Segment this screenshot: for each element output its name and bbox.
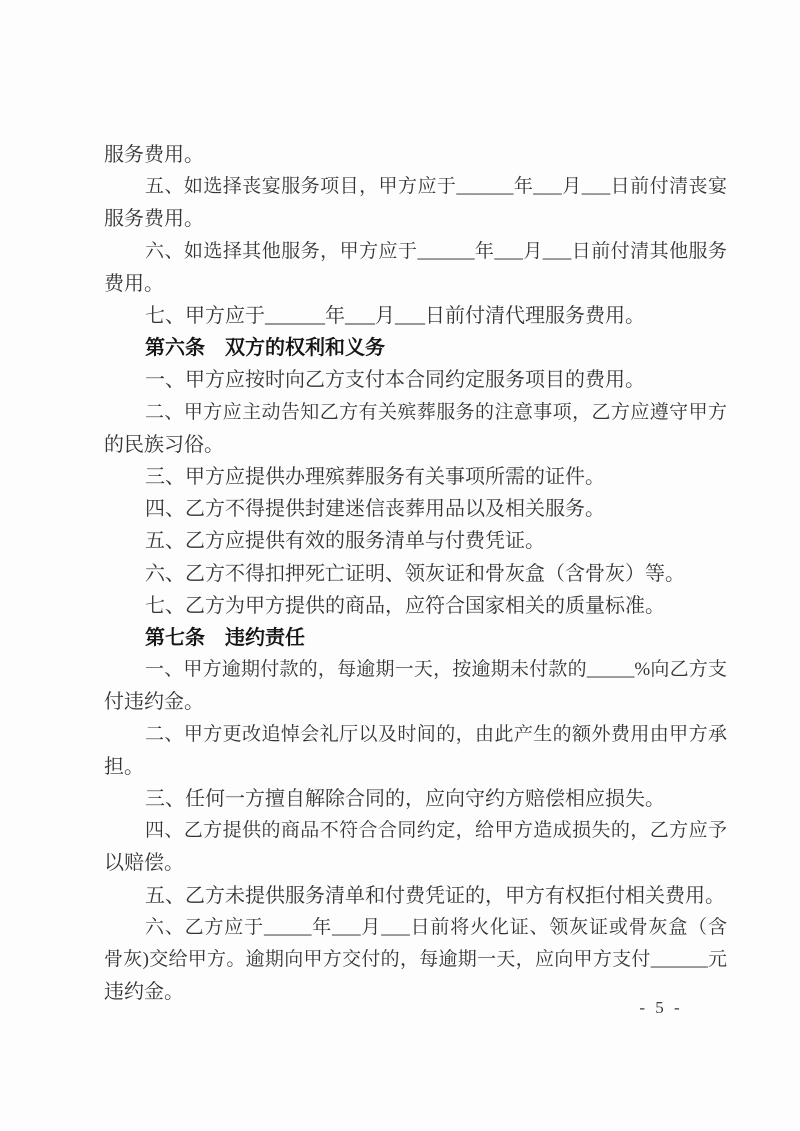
contract-line: 六、乙方不得扣押死亡证明、领灰证和骨灰盒（含骨灰）等。: [145, 562, 685, 585]
contract-line: 服务费用。: [104, 144, 204, 166]
contract-line: 五、乙方未提供服务清单和付费凭证的，甲方有权拒付相关费用。: [145, 884, 725, 907]
contract-line: 四、乙方提供的商品不符合合同约定，给甲方造成损失的，乙方应予: [145, 820, 727, 842]
contract-line: 费用。: [104, 272, 164, 295]
contract-line: 一、甲方逾期付款的，每逾期一天，按逾期未付款的_____%向乙方支: [145, 659, 727, 681]
contract-body: [104, 139, 727, 1008]
contract-line: 五、如选择丧宴服务项目，甲方应于______年___月___日前付清丧宴: [145, 176, 727, 198]
contract-line: 二、甲方应主动告知乙方有关殡葬服务的注意事项，乙方应遵守甲方: [145, 401, 727, 423]
contract-line: 骨灰)交给甲方。逾期向甲方交付的，每逾期一天，应向甲方支付______元: [104, 949, 727, 971]
section-heading-article-6: 第六条 双方的权利和义务: [145, 337, 385, 360]
contract-line: 三、任何一方擅自解除合同的，应向守约方赔偿相应损失。: [145, 788, 665, 811]
contract-line: 服务费用。: [104, 208, 204, 231]
contract-line: 一、甲方应按时向乙方支付本合同约定服务项目的费用。: [145, 369, 645, 392]
page-number: - 5 -: [639, 998, 683, 1017]
contract-line: 违约金。: [104, 981, 184, 1004]
contract-line: 五、乙方应提供有效的服务清单与付费凭证。: [145, 530, 545, 553]
contract-line: 七、甲方应于______年___月___日前付清代理服务费用。: [145, 305, 645, 328]
contract-line: 以赔偿。: [104, 852, 184, 875]
contract-line: 付违约金。: [104, 691, 204, 714]
contract-line: 担。: [104, 755, 144, 778]
contract-line: 三、甲方应提供办理殡葬服务有关事项所需的证件。: [145, 466, 605, 489]
contract-line: 六、如选择其他服务，甲方应于______年___月___日前付清其他服务: [145, 240, 727, 262]
contract-line: 的民族习俗。: [104, 433, 224, 456]
contract-line: 七、乙方为甲方提供的商品，应符合国家相关的质量标准。: [145, 594, 665, 617]
contract-line: 二、甲方更改追悼会礼厅以及时间的，由此产生的额外费用由甲方承: [145, 723, 727, 745]
section-heading-article-7: 第七条 违约责任: [145, 627, 305, 650]
contract-line: 四、乙方不得提供封建迷信丧葬用品以及相关服务。: [145, 498, 605, 521]
contract-line: 六、乙方应于_____年___月___日前将火化证、领灰证或骨灰盒（含: [145, 916, 727, 938]
